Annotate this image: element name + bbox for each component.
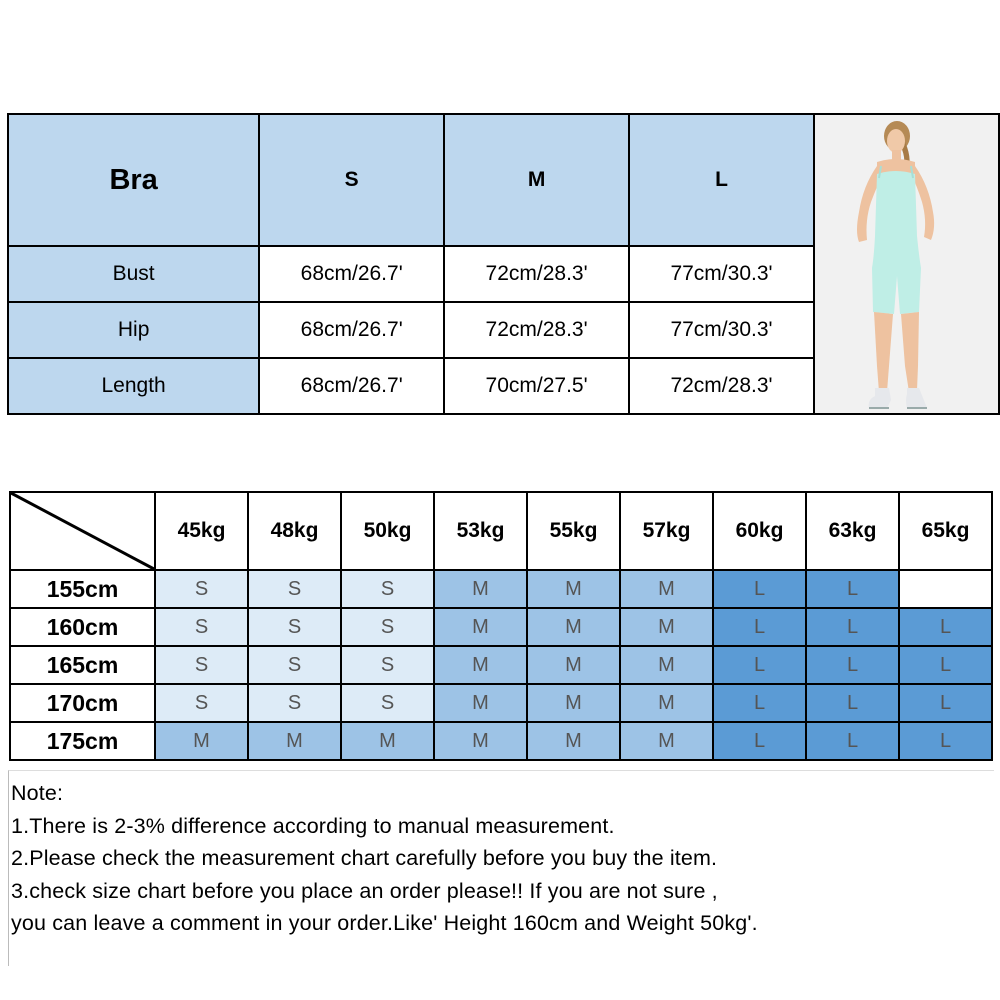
height-label: 175cm	[10, 722, 155, 760]
weight-header: 60kg	[713, 492, 806, 570]
height-label: 160cm	[10, 608, 155, 646]
weight-header: 55kg	[527, 492, 620, 570]
notes-section	[8, 770, 994, 966]
size-cell: S	[155, 684, 248, 722]
size-cell: M	[434, 684, 527, 722]
weight-header: 45kg	[155, 492, 248, 570]
size-cell: M	[527, 608, 620, 646]
diagonal-corner-cell	[10, 492, 155, 570]
model-bodysuit-photo	[815, 116, 998, 412]
notes-title: Note:	[11, 781, 64, 805]
size-cell: L	[899, 722, 992, 760]
size-cell: M	[527, 646, 620, 684]
size-cell: L	[713, 570, 806, 608]
size-cell: S	[248, 684, 341, 722]
weight-header: 57kg	[620, 492, 713, 570]
size-cell: L	[899, 684, 992, 722]
product-photo	[814, 114, 999, 414]
size-cell: L	[899, 608, 992, 646]
weight-header: 63kg	[806, 492, 899, 570]
table-cell: 77cm/30.3'	[629, 246, 814, 302]
corner-label: Bra	[8, 114, 259, 246]
size-cell: L	[806, 722, 899, 760]
size-cell: M	[620, 722, 713, 760]
size-cell: S	[341, 684, 434, 722]
height-label: 165cm	[10, 646, 155, 684]
table-cell: 72cm/28.3'	[444, 302, 629, 358]
measurement-header-row	[8, 114, 999, 246]
size-cell: L	[806, 684, 899, 722]
table-row	[10, 684, 992, 722]
size-cell: S	[341, 608, 434, 646]
weight-header: 53kg	[434, 492, 527, 570]
size-cell: S	[248, 646, 341, 684]
size-cell: M	[620, 684, 713, 722]
size-cell: M	[527, 684, 620, 722]
size-cell: M	[434, 608, 527, 646]
size-cell: S	[341, 570, 434, 608]
size-chart-body	[10, 570, 992, 760]
row-label-bust: Bust	[8, 246, 259, 302]
size-cell: L	[713, 608, 806, 646]
note-line: 2.Please check the measurement chart carefully before you buy the item.	[11, 846, 718, 870]
size-cell: M	[434, 722, 527, 760]
size-cell: S	[248, 570, 341, 608]
table-row	[10, 722, 992, 760]
note-line: 1.There is 2-3% difference according to manual measurement.	[11, 813, 615, 838]
diagonal-line-icon	[11, 493, 154, 569]
size-cell: S	[341, 646, 434, 684]
table-row	[10, 646, 992, 684]
measurement-table	[7, 113, 1000, 415]
note-line: you can leave a comment in your order.Like' Height 160cm and Weight 50kg'.	[11, 911, 758, 935]
size-cell: M	[620, 608, 713, 646]
size-cell: M	[620, 570, 713, 608]
size-cell: L	[899, 646, 992, 684]
table-cell: 68cm/26.7'	[259, 302, 444, 358]
size-cell: L	[806, 570, 899, 608]
size-cell: L	[806, 646, 899, 684]
size-cell: L	[713, 722, 806, 760]
size-cell: M	[155, 722, 248, 760]
table-row	[10, 570, 992, 608]
size-cell: S	[155, 646, 248, 684]
height-label: 155cm	[10, 570, 155, 608]
weight-header: 50kg	[341, 492, 434, 570]
note-line: 3.check size chart before you place an order please!! If you are not sure ,	[11, 878, 718, 903]
weight-header: 48kg	[248, 492, 341, 570]
size-cell: M	[434, 646, 527, 684]
size-cell: M	[248, 722, 341, 760]
size-header-l: L	[629, 114, 814, 246]
size-cell: L	[806, 608, 899, 646]
table-row	[10, 608, 992, 646]
size-cell: M	[620, 646, 713, 684]
row-label-length: Length	[8, 358, 259, 414]
size-header-s: S	[259, 114, 444, 246]
size-cell: M	[434, 570, 527, 608]
height-label: 170cm	[10, 684, 155, 722]
size-cell: L	[713, 646, 806, 684]
size-cell	[899, 570, 992, 608]
size-cell: M	[527, 722, 620, 760]
table-cell: 68cm/26.7'	[259, 246, 444, 302]
row-label-hip: Hip	[8, 302, 259, 358]
size-cell: M	[341, 722, 434, 760]
size-cell: S	[155, 608, 248, 646]
weight-header: 65kg	[899, 492, 992, 570]
table-cell: 70cm/27.5'	[444, 358, 629, 414]
table-cell: 77cm/30.3'	[629, 302, 814, 358]
table-cell: 72cm/28.3'	[444, 246, 629, 302]
size-cell: S	[155, 570, 248, 608]
size-cell: L	[713, 684, 806, 722]
table-cell: 72cm/28.3'	[629, 358, 814, 414]
weight-header-row	[10, 492, 992, 570]
size-header-m: M	[444, 114, 629, 246]
size-cell: S	[248, 608, 341, 646]
table-cell: 68cm/26.7'	[259, 358, 444, 414]
size-cell: M	[527, 570, 620, 608]
size-recommendation-table	[9, 491, 993, 761]
